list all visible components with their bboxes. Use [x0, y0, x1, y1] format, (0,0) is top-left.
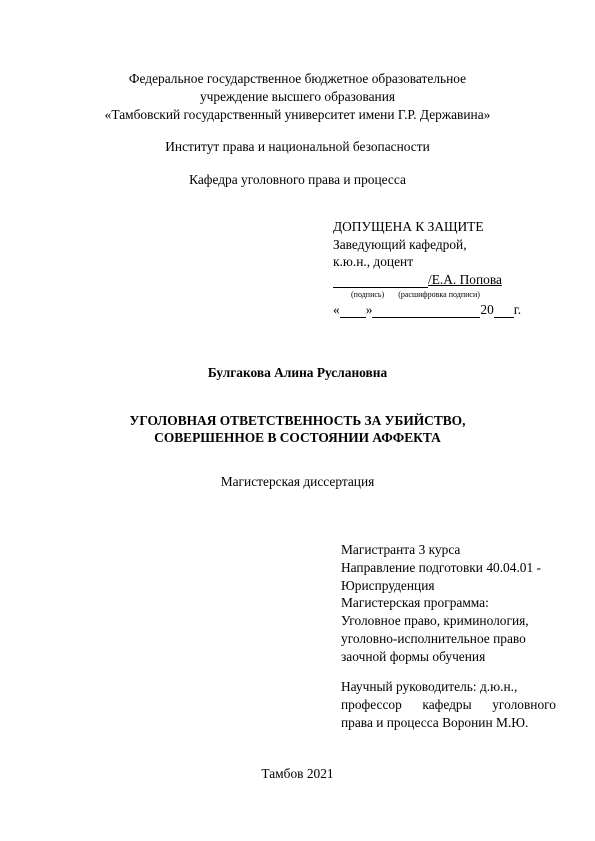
- approval-degree: к.ю.н., доцент: [333, 254, 414, 269]
- supervisor-line-1: Научный руководитель: д.ю.н.,: [341, 679, 518, 694]
- approval-title: ДОПУЩЕНА К ЗАЩИТЕ: [333, 219, 484, 234]
- supervisor-line-3: права и процесса Воронин М.Ю.: [341, 714, 529, 730]
- city-year: Тамбов 2021: [261, 766, 334, 781]
- approval-role: Заведующий кафедрой,: [333, 236, 467, 252]
- student-info-line: Уголовное право, криминология,: [341, 613, 529, 629]
- header-line-3: «Тамбовский государственный университет имени Г.Р. Державина»: [104, 107, 491, 122]
- caption-decoding: (расшифровка подписи): [398, 289, 480, 299]
- student-info-line: Направление подготовки 40.04.01 -: [341, 559, 541, 575]
- date-year-suffix: г.: [513, 301, 522, 317]
- signature-line: [333, 271, 521, 289]
- date-close-quote: »: [365, 301, 373, 317]
- student-info-line: Магистерская программа:: [341, 595, 489, 611]
- student-info-line: Магистранта 3 курса: [341, 542, 461, 557]
- institute-name: Институт права и национальной безопасности: [165, 139, 430, 154]
- approver-name: /Е.А. Попова: [428, 271, 502, 287]
- date-open-quote: «: [333, 301, 340, 317]
- supervisor-info: [341, 678, 556, 731]
- thesis-title-line-1: УГОЛОВНАЯ ОТВЕТСТВЕННОСТЬ ЗА УБИЙСТВО,: [129, 413, 466, 428]
- day-blank: [340, 305, 366, 318]
- work-type: Магистерская диссертация: [220, 474, 375, 489]
- header-line-1: Федеральное государственное бюджетное образовательное: [128, 71, 467, 86]
- student-info-line: Юриспруденция: [341, 577, 435, 593]
- supervisor-line-2: профессор кафедры уголовного: [341, 696, 556, 712]
- student-info: [341, 541, 556, 666]
- year-blank: [494, 305, 514, 318]
- approval-block: [333, 218, 521, 318]
- thesis-title-line-2: СОВЕРШЕННОЕ В СОСТОЯНИИ АФФЕКТА: [154, 430, 441, 445]
- header-line-2: учреждение высшего образования: [199, 89, 396, 104]
- department-name: Кафедра уголовного права и процесса: [189, 172, 406, 187]
- date-year-prefix: 20: [480, 301, 494, 317]
- date-line: [333, 301, 521, 319]
- author-name: Булгакова Алина Руслановна: [207, 365, 388, 380]
- month-blank: [372, 305, 480, 318]
- student-info-line: заочной формы обучения: [341, 648, 486, 664]
- signature-blank: [333, 274, 428, 288]
- caption-signature: (подпись): [351, 289, 385, 299]
- student-info-line: уголовно-исполнительное право: [341, 630, 526, 646]
- signature-captions: [333, 289, 521, 301]
